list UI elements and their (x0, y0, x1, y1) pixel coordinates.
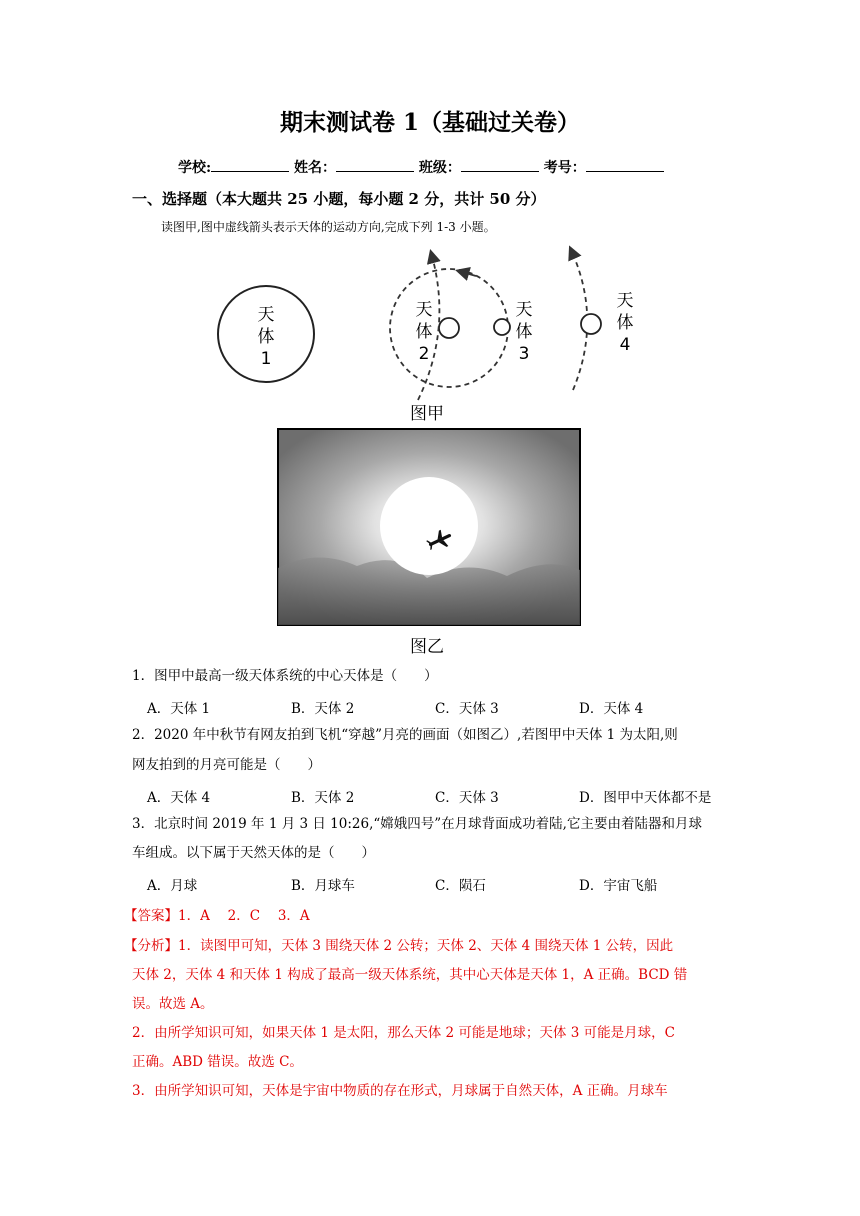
question-2-stem-line2: 网友拍到的月亮可能是（ ） (132, 757, 321, 773)
class-label: 班级： (418, 160, 461, 176)
figure-yi-photo (277, 428, 581, 626)
q1-option-d: D．天体 4 (579, 701, 644, 717)
section-heading: 一、选择题（本大题共 25 小题，每小题 2 分，共计 50 分） (132, 190, 546, 208)
analysis-line-3: 误。故选 A。 (132, 996, 214, 1012)
q2-option-d: D．图甲中天体都不是 (579, 790, 712, 806)
q3-option-a: A．月球 (147, 878, 198, 894)
analysis-line-2: 天体 2，天体 4 和天体 1 构成了最高一级天体系统，其中心天体是天体 1，A 正确。BCD 错 (132, 967, 688, 983)
body3-label: 天 体 3 (515, 300, 533, 364)
analysis-line-1: 【分析】1．读图甲可知，天体 3 围绕天体 2 公转；天体 2、天体 4 围绕天体 1 公转，因此 (124, 938, 674, 954)
body1-label: 天 体 1 (257, 305, 275, 369)
exam-no-label: 考号： (543, 160, 586, 176)
name-label: 姓名： (294, 160, 337, 176)
name-blank (336, 157, 414, 172)
q1-option-b: B．天体 2 (291, 701, 355, 717)
question-1-stem: 1．图甲中最高一级天体系统的中心天体是（ ） (132, 668, 438, 684)
analysis-line-6: 3．由所学知识可知，天体是宇宙中物质的存在形式，月球属于自然天体，A 正确。月球车 (132, 1083, 668, 1099)
q2-option-b: B．天体 2 (291, 790, 355, 806)
school-label: 学校: (178, 160, 212, 176)
lead-text: 读图甲,图中虚线箭头表示天体的运动方向,完成下列 1-3 小题。 (161, 220, 496, 234)
analysis-line-4: 2．由所学知识可知，如果天体 1 是太阳，那么天体 2 可能是地球；天体 3 可能是月球，C (132, 1025, 675, 1041)
question-3-stem-line1: 3．北京时间 2019 年 1 月 3 日 10:26,“嫦娥四号”在月球背面成功着陆,它主要由着陆器和月球 (132, 816, 702, 832)
q3-option-c: C．陨石 (435, 878, 486, 894)
body4-label: 天 体 4 (616, 291, 634, 355)
school-blank (211, 157, 289, 172)
body4-circle (581, 314, 601, 334)
student-info-line (178, 157, 664, 177)
analysis-line-5: 正确。ABD 错误。故选 C。 (132, 1054, 303, 1070)
page-title: 期末测试卷 1（基础过关卷） (279, 109, 580, 136)
q1-option-a: A．天体 1 (147, 701, 211, 717)
moon (380, 477, 478, 575)
question-3-stem-line2: 车组成。以下属于天然天体的是（ ） (132, 845, 375, 861)
exam-no-blank (586, 157, 664, 172)
q2-option-c: C．天体 3 (435, 790, 499, 806)
body2-label: 天 体 2 (415, 300, 433, 364)
body2-circle (439, 318, 459, 338)
q1-option-c: C．天体 3 (435, 701, 499, 717)
q3-option-d: D．宇宙飞船 (579, 878, 658, 894)
question-2-stem-line1: 2．2020 年中秋节有网友拍到飞机“穿越”月亮的画面（如图乙）,若图甲中天体 1 为太阳,则 (132, 727, 678, 743)
class-blank (461, 157, 539, 172)
figure-yi-caption: 图乙 (410, 637, 444, 657)
answer-line: 【答案】1．A 2．C 3．A (124, 908, 310, 924)
q2-option-a: A．天体 4 (147, 790, 211, 806)
figure-jia-caption: 图甲 (410, 404, 444, 424)
body3-circle (494, 319, 510, 335)
q3-option-b: B．月球车 (291, 878, 355, 894)
